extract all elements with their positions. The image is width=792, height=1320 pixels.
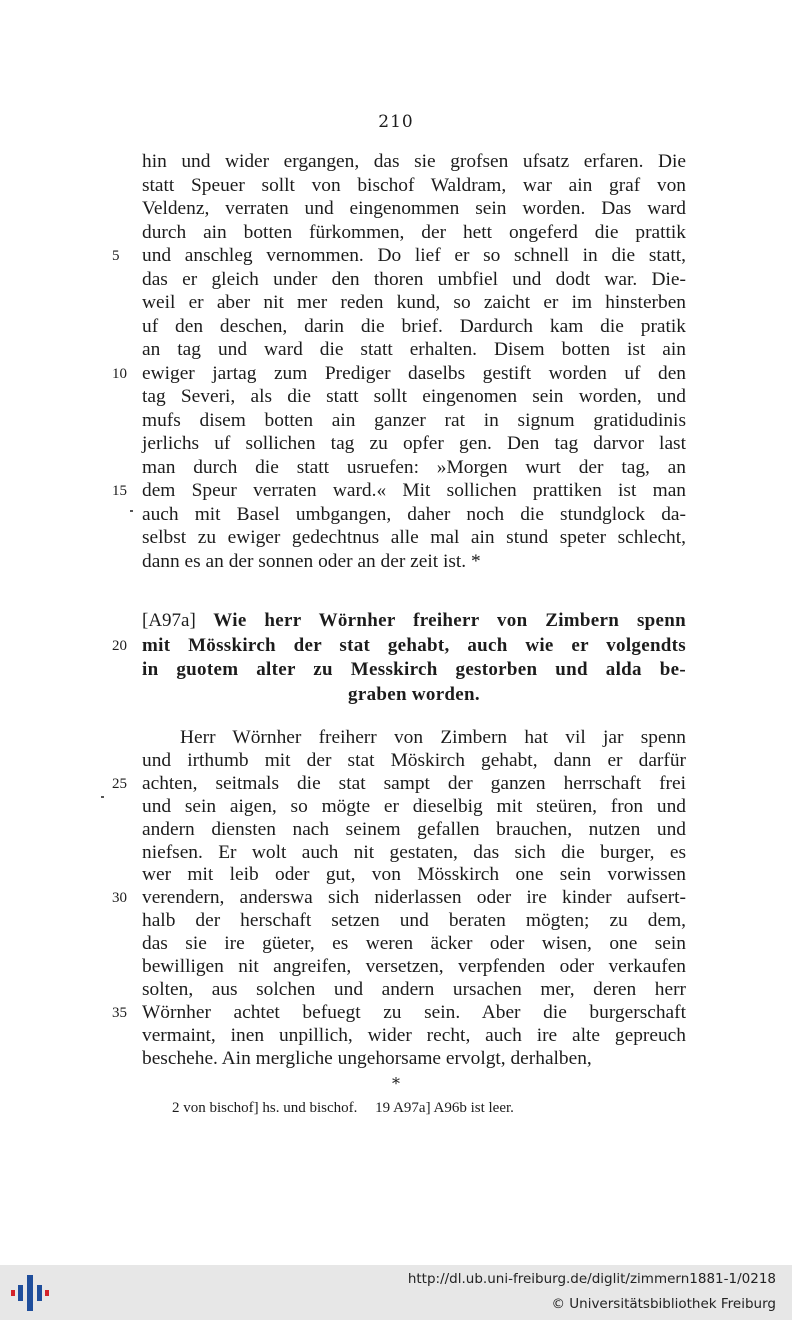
text-line: Herr Wörnher freiherr von Zimbern hat vil jar spenn [180, 727, 686, 748]
heading-line [142, 609, 686, 633]
viewer-footer [0, 1265, 792, 1320]
text-line: halb der herschaft setzen und beraten mögten; zu dem, [142, 910, 686, 932]
text-line: beschehe. Ain mergliche ungehorsame ervolgt, derhalben, [142, 1047, 592, 1069]
text-line: achten, seitmals die stat sampt der ganzen herrschaft frei [142, 772, 686, 794]
line-number: 15 [112, 483, 127, 499]
footnote-2: 19 A97a] A96b ist leer. [375, 1100, 514, 1116]
copyright-text: © Universitätsbibliothek Freiburg [551, 1296, 776, 1312]
heading-text: in guotem alter zu Messkirch gestorben und alda be- [142, 659, 686, 680]
text-line: bewilligen nit angreifen, versetzen, verpfenden oder verkaufen [142, 956, 686, 977]
line-number: 25 [112, 775, 127, 792]
text-line: durch ain botten fürkommen, der hett ongeferd die prattik [142, 221, 686, 243]
ub-freiburg-logo-icon[interactable] [10, 1273, 50, 1313]
heading-line [142, 683, 686, 707]
text-line: hin und wider ergangen, das sie grofsen ufsatz erfaren. Die [142, 151, 686, 172]
line-number: 5 [112, 248, 120, 264]
text-line: statt Speuer sollt von bischof Waldram, war ain graf von [142, 174, 686, 196]
footnote-asterisk: * [392, 1074, 400, 1093]
text-line: ewiger jartag zum Prediger daselbs gestift worden uf den [142, 362, 686, 384]
line-number: 35 [112, 1004, 127, 1021]
line-number: 30 [112, 890, 127, 907]
text-line: und irthumb mit der stat Möskirch gehabt, dann er darfür [142, 749, 686, 771]
text-line: dann es an der sonnen oder an der zeit ist. * [142, 550, 481, 572]
footnotes [172, 1098, 692, 1118]
text-line: niefsen. Er wolt auch nit gestaten, das sich die burger, es [142, 841, 686, 863]
heading-text: graben worden. [348, 683, 480, 705]
heading-line [142, 658, 686, 682]
text-line: an tag und ward die statt erhalten. Disem botten ist ain [142, 339, 686, 360]
text-line: weil er aber nit mer reden kund, so zaicht er im hinsterben [142, 292, 686, 313]
line-number: 10 [112, 365, 127, 382]
text-line: dem Speur verraten ward.« Mit sollichen prattiken ist man [142, 480, 686, 501]
text-line: uf den deschen, darin die brief. Dardurch kam die pratik [142, 315, 686, 337]
heading-text: Wie herr Wörnher freiherr von Zimbern spenn [213, 610, 686, 631]
heading-text: mit Mösskirch der stat gehabt, auch wie er volgendts [142, 634, 686, 656]
line-number: 20 [112, 637, 127, 654]
text-line: und anschleg vernommen. Do lief er so schnell in die statt, [142, 245, 686, 266]
manuscript-reference: [A97a] [142, 610, 196, 631]
scan-speck [130, 510, 133, 512]
text-line: andern diensten nach seinem gefallen brauchen, nutzen und [142, 818, 686, 840]
text-line: das er gleich under den thoren umbfiel und dodt war. Die- [142, 268, 686, 290]
text-line: auch mit Basel umbgangen, daher noch die stundglock da- [142, 503, 686, 525]
text-line: das sie ire güeter, es weren äcker oder wisen, one sein [142, 933, 686, 955]
text-line: vermaint, inen unpillich, wider recht, auch ire alte gepreuch [142, 1024, 686, 1046]
source-url-link[interactable]: http://dl.ub.uni-freiburg.de/diglit/zimmern1881-1/0218 [407, 1271, 776, 1287]
text-line: verendern, anderswa sich niderlassen oder ire kinder aufsert- [142, 887, 686, 909]
text-line: solten, aus solchen und andern ursachen mer, deren herr [142, 978, 686, 1000]
text-line: man durch die statt usruefen: »Morgen wurt der tag, an [142, 456, 686, 478]
page-number: 210 [378, 112, 414, 132]
scan-speck [101, 796, 104, 798]
heading-line [142, 634, 686, 658]
text-line: selbst zu ewiger gedechtnus alle mal ain stund speter schlecht, [142, 527, 686, 548]
footnote-1: 2 von bischof] hs. und bischof. [172, 1100, 358, 1116]
text-line: Wörnher achtet befuegt zu sein. Aber die burgerschaft [142, 1001, 686, 1023]
text-line: und sein aigen, so mögte er dieselbig mit steüren, fron und [142, 795, 686, 817]
text-line: jerlichs uf sollichen tag zu opfer gen. Den tag darvor last [142, 433, 686, 454]
text-line: Veldenz, verraten und eingenommen sein worden. Das ward [142, 198, 686, 219]
text-line: mufs disem botten ain ganzer rat in signum gratidudinis [142, 409, 686, 431]
text-line: tag Severi, als die statt sollt eingenomen sein worden, und [142, 386, 686, 407]
text-line: wer mit leib oder gut, von Mösskirch one sein vorwissen [142, 864, 686, 886]
